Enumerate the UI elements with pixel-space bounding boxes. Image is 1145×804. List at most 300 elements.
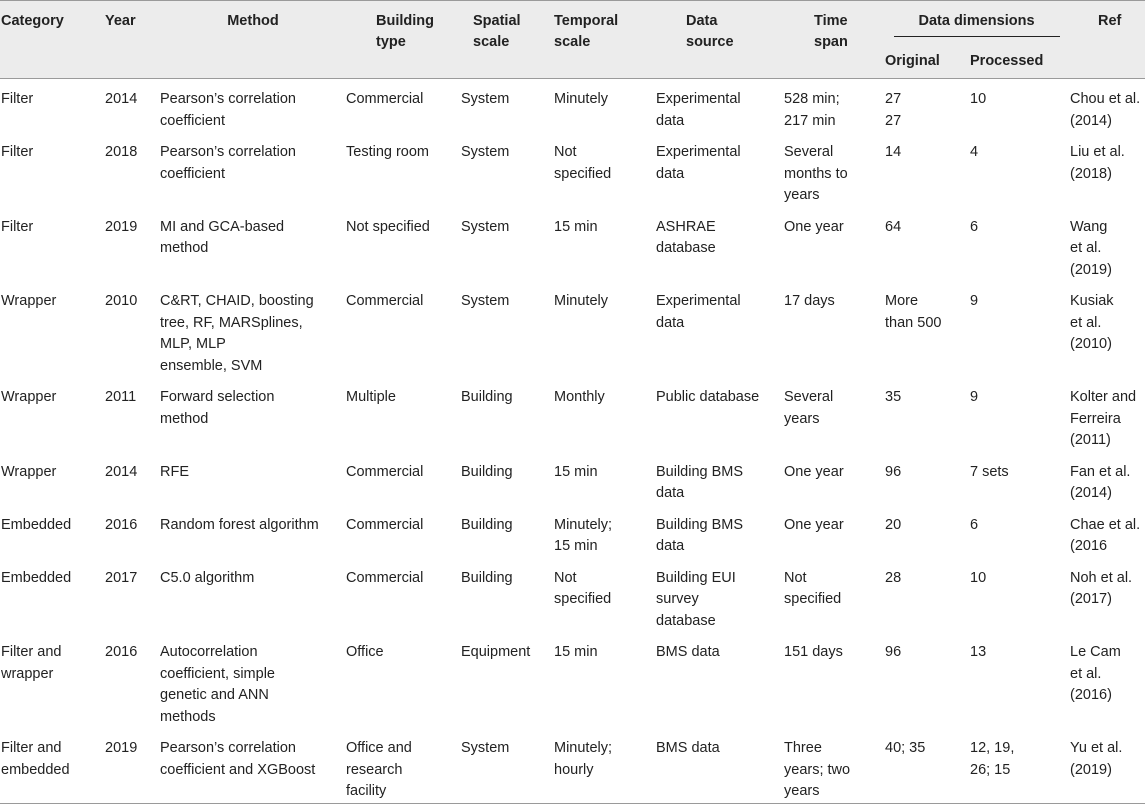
cell-processed	[968, 377, 1070, 452]
cell-ref	[1070, 207, 1145, 282]
cell-building-type	[346, 452, 461, 505]
table-row	[0, 632, 1145, 728]
cell-line: 7 sets	[970, 463, 1009, 480]
header-original: Original	[883, 41, 968, 79]
cell-line: ASHRAE	[656, 218, 716, 235]
cell-line: Filter	[1, 144, 34, 160]
cell-building-type	[346, 132, 461, 207]
cell-ref	[1070, 132, 1145, 207]
cell-line: 15 min	[554, 538, 598, 554]
table-body	[0, 79, 1145, 804]
cell-line: 15 min	[554, 218, 598, 235]
cell-ref	[1070, 632, 1145, 728]
cell-year	[105, 728, 160, 803]
cell-ref	[1070, 377, 1145, 452]
header-data-dimensions: Data dimensions	[883, 1, 1070, 42]
table-row	[0, 558, 1145, 633]
cell-spatial-scale	[461, 207, 554, 282]
cell-temporal-scale	[554, 79, 656, 133]
cell-time-span	[784, 728, 883, 803]
cell-time-span	[784, 452, 883, 505]
cell-line: Commercial	[346, 463, 424, 480]
cell-line: 2014	[105, 91, 138, 107]
table-header	[0, 1, 1145, 79]
cell-category	[0, 558, 105, 633]
cell-line: scale	[554, 34, 591, 50]
cell-original	[883, 377, 968, 452]
cell-line: One year	[784, 463, 844, 480]
cell-line: Filter and	[1, 644, 62, 660]
cell-line: coefficient, simple	[160, 665, 275, 682]
cell-line: Minutely	[554, 293, 608, 309]
cell-building-type	[346, 728, 461, 803]
table-row	[0, 728, 1145, 803]
cell-line: System	[461, 144, 510, 160]
cell-year	[105, 281, 160, 377]
cell-line: data	[656, 165, 685, 182]
cell-line: 17 days	[784, 293, 835, 309]
cell-line: 27	[885, 91, 902, 107]
cell-line: Filter and	[1, 740, 62, 756]
cell-line: 9	[970, 389, 979, 405]
cell-line: System	[461, 740, 510, 756]
cell-line: Fan et al.	[1070, 463, 1131, 480]
cell-line: 2011	[105, 389, 137, 405]
cell-line: (2018)	[1070, 165, 1112, 182]
cell-time-span	[784, 79, 883, 133]
cell-line: Testing room	[346, 144, 430, 160]
cell-line: Commercial	[346, 91, 424, 107]
cell-spatial-scale	[461, 132, 554, 207]
cell-line: System	[461, 218, 510, 235]
cell-category	[0, 505, 105, 558]
cell-line: coefficient	[160, 165, 226, 182]
cell-line: Category	[1, 13, 64, 29]
cell-line: 26; 15	[970, 761, 1011, 778]
cell-line: 2016	[105, 516, 138, 533]
header-year	[105, 1, 160, 79]
cell-line: Embedded	[1, 516, 72, 533]
cell-line: Wrapper	[1, 293, 57, 309]
cell-line: data	[656, 538, 685, 554]
cell-line: Spatial	[473, 13, 521, 29]
cell-line: Building	[461, 389, 513, 405]
cell-line: (2019)	[1070, 761, 1112, 778]
cell-line: 14	[885, 144, 902, 160]
table-row	[0, 377, 1145, 452]
cell-category	[0, 377, 105, 452]
cell-processed	[968, 452, 1070, 505]
cell-line: Chou et al.	[1070, 91, 1141, 107]
cell-line: Building	[461, 516, 513, 533]
cell-line: Multiple	[346, 389, 396, 405]
cell-line: Method	[227, 13, 279, 29]
cell-line: Wrapper	[1, 389, 57, 405]
cell-line: Pearson’s correlation	[160, 144, 296, 160]
cell-line: C&RT, CHAID, boosting	[160, 293, 314, 309]
cell-processed	[968, 79, 1070, 133]
cell-line: MI and GCA-based	[160, 218, 285, 235]
cell-temporal-scale	[554, 505, 656, 558]
cell-line: Pearson’s correlation	[160, 740, 296, 756]
cell-line: 10	[970, 569, 987, 586]
cell-spatial-scale	[461, 632, 554, 728]
cell-building-type	[346, 558, 461, 633]
cell-year	[105, 207, 160, 282]
cell-line: 151 days	[784, 644, 843, 660]
cell-line: years	[784, 410, 820, 427]
cell-line: than 500	[885, 314, 942, 331]
cell-line: Wrapper	[1, 463, 57, 480]
cell-line: (2016	[1070, 538, 1108, 554]
cell-line: 2019	[105, 740, 138, 756]
cell-line: 35	[885, 389, 902, 405]
header-time-span	[784, 1, 883, 79]
cell-year	[105, 505, 160, 558]
cell-line: years	[784, 783, 820, 799]
cell-line: 28	[885, 569, 902, 586]
cell-year	[105, 132, 160, 207]
cell-line: coefficient	[160, 112, 226, 129]
cell-line: et al.	[1070, 314, 1102, 331]
cell-line: type	[376, 34, 406, 50]
cell-spatial-scale	[461, 281, 554, 377]
cell-line: 4	[970, 144, 979, 160]
cell-data-source	[656, 132, 784, 207]
cell-line: tree, RF, MARSplines,	[160, 314, 303, 331]
cell-category	[0, 281, 105, 377]
table-row	[0, 452, 1145, 505]
cell-line: Minutely;	[554, 516, 613, 533]
cell-line: 528 min;	[784, 91, 840, 107]
cell-line: Public database	[656, 389, 760, 405]
cell-method	[160, 505, 346, 558]
cell-data-source	[656, 452, 784, 505]
cell-line: Embedded	[1, 569, 72, 586]
cell-line: Ferreira	[1070, 410, 1121, 427]
cell-line: MLP, MLP	[160, 336, 226, 352]
cell-line: C5.0 algorithm	[160, 569, 255, 586]
cell-building-type	[346, 632, 461, 728]
cell-year	[105, 632, 160, 728]
cell-line: (2010)	[1070, 336, 1112, 352]
cell-original	[883, 207, 968, 282]
cell-line: Filter	[1, 91, 34, 107]
header-ref	[1070, 1, 1145, 79]
cell-line: Commercial	[346, 516, 424, 533]
cell-processed	[968, 505, 1070, 558]
cell-category	[0, 207, 105, 282]
cell-line: 2019	[105, 218, 138, 235]
cell-temporal-scale	[554, 377, 656, 452]
cell-line: database	[656, 240, 716, 256]
header-data-source	[656, 1, 784, 79]
cell-original	[883, 452, 968, 505]
cell-line: Kolter and	[1070, 389, 1137, 405]
cell-building-type	[346, 377, 461, 452]
cell-line: research	[346, 761, 403, 778]
cell-line: Building	[461, 463, 513, 480]
cell-line: hourly	[554, 761, 594, 778]
cell-temporal-scale	[554, 452, 656, 505]
cell-spatial-scale	[461, 558, 554, 633]
cell-line: System	[461, 293, 510, 309]
cell-line: Experimental	[656, 91, 741, 107]
cell-line: (2016)	[1070, 687, 1112, 703]
cell-line: genetic and ANN	[160, 687, 269, 703]
cell-method	[160, 132, 346, 207]
cell-method	[160, 79, 346, 133]
cell-temporal-scale	[554, 558, 656, 633]
cell-original	[883, 558, 968, 633]
cell-line: 6	[970, 218, 979, 235]
cell-time-span	[784, 207, 883, 282]
cell-line: Commercial	[346, 569, 424, 586]
table-row	[0, 132, 1145, 207]
cell-line: 64	[885, 218, 902, 235]
cell-line: (2019)	[1070, 261, 1112, 278]
cell-line: Wang	[1070, 218, 1108, 235]
cell-line: data	[656, 485, 685, 501]
cell-category	[0, 132, 105, 207]
cell-spatial-scale	[461, 79, 554, 133]
cell-line: Office	[346, 644, 384, 660]
cell-line: Autocorrelation	[160, 644, 258, 660]
cell-line: Temporal	[554, 13, 619, 29]
cell-line: 13	[970, 644, 987, 660]
cell-line: specified	[554, 591, 612, 607]
cell-time-span	[784, 132, 883, 207]
cell-line: years; two	[784, 761, 851, 778]
cell-year	[105, 377, 160, 452]
cell-data-source	[656, 377, 784, 452]
cell-temporal-scale	[554, 132, 656, 207]
cell-line: Several	[784, 389, 834, 405]
cell-line: One year	[784, 516, 844, 533]
cell-line: et al.	[1070, 240, 1102, 256]
cell-line: Experimental	[656, 144, 741, 160]
cell-ref	[1070, 505, 1145, 558]
cell-time-span	[784, 558, 883, 633]
cell-data-source	[656, 207, 784, 282]
cell-line: (2014)	[1070, 485, 1112, 501]
cell-line: Building	[376, 13, 434, 29]
cell-line: 10	[970, 91, 987, 107]
cell-line: Not	[784, 569, 807, 586]
cell-data-source	[656, 558, 784, 633]
header-spatial-scale	[461, 1, 554, 79]
cell-time-span	[784, 505, 883, 558]
cell-line: More	[885, 293, 919, 309]
cell-line: Office and	[346, 740, 412, 756]
cell-line: BMS data	[656, 740, 720, 756]
cell-line: embedded	[1, 761, 70, 778]
cell-line: (2011)	[1070, 432, 1111, 448]
cell-line: 27	[885, 112, 902, 129]
cell-original	[883, 79, 968, 133]
cell-line: 2018	[105, 144, 138, 160]
cell-spatial-scale	[461, 505, 554, 558]
cell-line: 2014	[105, 463, 138, 480]
cell-method	[160, 452, 346, 505]
cell-line: scale	[473, 34, 510, 50]
cell-line: Pearson’s correlation	[160, 91, 296, 107]
cell-data-source	[656, 281, 784, 377]
cell-line: 20	[885, 516, 902, 533]
cell-temporal-scale	[554, 207, 656, 282]
cell-processed	[968, 632, 1070, 728]
cell-category	[0, 728, 105, 803]
cell-method	[160, 558, 346, 633]
header-temporal-scale	[554, 1, 656, 79]
cell-line: Liu et al.	[1070, 144, 1125, 160]
cell-year	[105, 558, 160, 633]
cell-line: et al.	[1070, 665, 1102, 682]
cell-line: 15 min	[554, 463, 598, 480]
cell-line: Building BMS	[656, 516, 744, 533]
cell-line: Not specified	[346, 218, 430, 235]
cell-building-type	[346, 79, 461, 133]
cell-ref	[1070, 558, 1145, 633]
cell-line: Kusiak	[1070, 293, 1114, 309]
header-processed: Processed	[968, 41, 1070, 79]
cell-line: Three	[784, 740, 822, 756]
cell-line: 96	[885, 463, 902, 480]
cell-line: Year	[105, 13, 136, 29]
cell-category	[0, 452, 105, 505]
cell-line: (2014)	[1070, 112, 1112, 129]
cell-line: 40; 35	[885, 740, 926, 756]
cell-original	[883, 632, 968, 728]
cell-line: Not	[554, 569, 577, 586]
cell-line: Building BMS	[656, 463, 744, 480]
cell-line: System	[461, 91, 510, 107]
cell-method	[160, 377, 346, 452]
cell-line: Equipment	[461, 644, 531, 660]
cell-ref	[1070, 281, 1145, 377]
cell-line: Yu et al.	[1070, 740, 1123, 756]
cell-line: ensemble, SVM	[160, 357, 263, 374]
cell-line: Noh et al.	[1070, 569, 1133, 586]
table-row	[0, 79, 1145, 133]
table-row	[0, 281, 1145, 377]
cell-line: Several	[784, 144, 834, 160]
header-building-type	[346, 1, 461, 79]
cell-temporal-scale	[554, 281, 656, 377]
cell-data-source	[656, 728, 784, 803]
cell-line: 6	[970, 516, 979, 533]
cell-line: Filter	[1, 218, 34, 235]
cell-processed	[968, 207, 1070, 282]
cell-line: Random forest algorithm	[160, 516, 319, 533]
cell-processed	[968, 728, 1070, 803]
cell-original	[883, 281, 968, 377]
cell-line: data	[656, 314, 685, 331]
cell-line: 217 min	[784, 112, 836, 129]
cell-line: method	[160, 410, 209, 427]
header-method	[160, 1, 346, 79]
cell-line: Ref	[1098, 13, 1122, 29]
cell-temporal-scale	[554, 728, 656, 803]
cell-line: Building EUI	[656, 569, 736, 586]
cell-original	[883, 728, 968, 803]
cell-year	[105, 452, 160, 505]
cell-line: span	[814, 34, 848, 50]
cell-line: RFE	[160, 463, 189, 480]
cell-method	[160, 281, 346, 377]
table-row	[0, 207, 1145, 282]
cell-line: Forward selection	[160, 389, 275, 405]
cell-line: wrapper	[1, 665, 54, 682]
cell-spatial-scale	[461, 452, 554, 505]
cell-line: months to	[784, 165, 848, 182]
cell-line: Experimental	[656, 293, 741, 309]
cell-line: method	[160, 240, 209, 256]
cell-year	[105, 79, 160, 133]
cell-category	[0, 632, 105, 728]
cell-line: Commercial	[346, 293, 424, 309]
cell-line: 12, 19,	[970, 740, 1015, 756]
cell-line: Chae et al.	[1070, 516, 1141, 533]
cell-line: facility	[346, 783, 387, 799]
cell-line: 9	[970, 293, 979, 309]
table-row	[0, 505, 1145, 558]
cell-line: methods	[160, 708, 216, 725]
cell-data-source	[656, 79, 784, 133]
cell-line: Monthly	[554, 389, 605, 405]
cell-line: Minutely;	[554, 740, 613, 756]
cell-spatial-scale	[461, 728, 554, 803]
cell-line: survey	[656, 591, 699, 607]
cell-method	[160, 207, 346, 282]
cell-data-source	[656, 632, 784, 728]
cell-temporal-scale	[554, 632, 656, 728]
cell-line: 15 min	[554, 644, 598, 660]
cell-ref	[1070, 728, 1145, 803]
cell-category	[0, 79, 105, 133]
cell-line: source	[686, 34, 734, 50]
cell-line: 2016	[105, 644, 138, 660]
cell-line: BMS data	[656, 644, 720, 660]
cell-building-type	[346, 207, 461, 282]
cell-original	[883, 505, 968, 558]
cell-line: 2010	[105, 293, 138, 309]
cell-line: (2017)	[1070, 591, 1112, 607]
cell-line: coefficient and XGBoost	[160, 761, 316, 778]
cell-line: data	[656, 112, 685, 129]
cell-time-span	[784, 377, 883, 452]
cell-line: Minutely	[554, 91, 608, 107]
cell-data-source	[656, 505, 784, 558]
cell-line: Not	[554, 144, 577, 160]
header-category	[0, 1, 105, 79]
cell-method	[160, 632, 346, 728]
cell-spatial-scale	[461, 377, 554, 452]
cell-ref	[1070, 452, 1145, 505]
cell-building-type	[346, 505, 461, 558]
cell-building-type	[346, 281, 461, 377]
cell-line: 96	[885, 644, 902, 660]
cell-original	[883, 132, 968, 207]
cell-method	[160, 728, 346, 803]
cell-line: years	[784, 187, 820, 203]
cell-line: specified	[784, 591, 842, 607]
cell-line: database	[656, 612, 716, 629]
cell-time-span	[784, 632, 883, 728]
cell-processed	[968, 558, 1070, 633]
cell-line: One year	[784, 218, 844, 235]
cell-line: Building	[461, 569, 513, 586]
